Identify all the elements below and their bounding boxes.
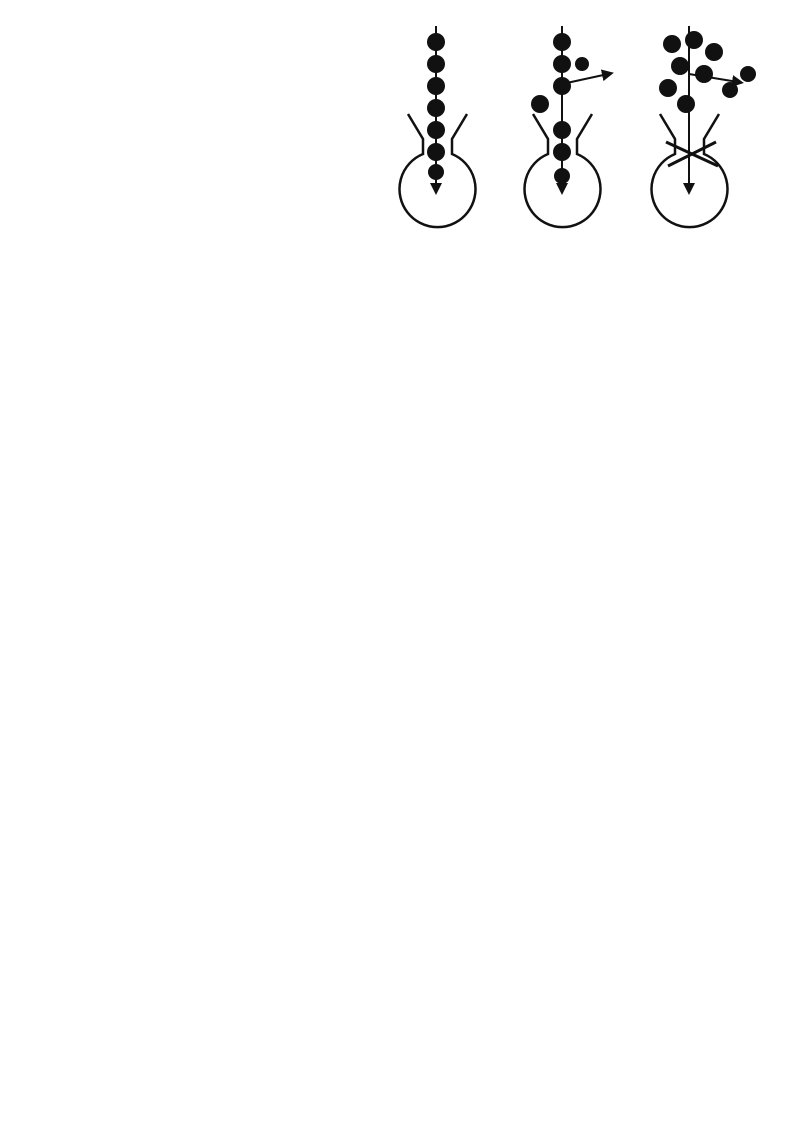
diagram-panel-b [525, 26, 609, 227]
metabolite-dot [427, 33, 445, 51]
metabolite-dot [531, 95, 549, 113]
cellulose-content-chart [220, 880, 590, 1126]
metabolite-dot [553, 33, 571, 51]
metabolite-dot [695, 65, 713, 83]
diagram-panel-c [652, 26, 757, 227]
metabolite-dot [427, 55, 445, 73]
metabolite-dot [554, 168, 570, 184]
metabolite-dot [740, 66, 756, 82]
metabolite-dot [553, 121, 571, 139]
metabolite-dot [427, 143, 445, 161]
metabolite-dot [553, 143, 571, 161]
metabolite-dot [575, 57, 589, 71]
metabolite-dot [427, 121, 445, 139]
metabolite-dot [705, 43, 723, 61]
metabolite-dot [553, 77, 571, 95]
metabolite-dot [427, 99, 445, 117]
diagram-panel-a [400, 26, 476, 227]
metabolite-dot [663, 35, 681, 53]
metabolite-dot [677, 95, 695, 113]
metabolite-dot [427, 77, 445, 95]
crabtree-effect-diagram [368, 4, 788, 254]
metabolite-dot [659, 79, 677, 97]
metabolite-dot [685, 31, 703, 49]
metabolite-dot [553, 55, 571, 73]
metabolite-dot [722, 82, 738, 98]
metabolite-dot [671, 57, 689, 75]
metabolite-dot [428, 164, 444, 180]
